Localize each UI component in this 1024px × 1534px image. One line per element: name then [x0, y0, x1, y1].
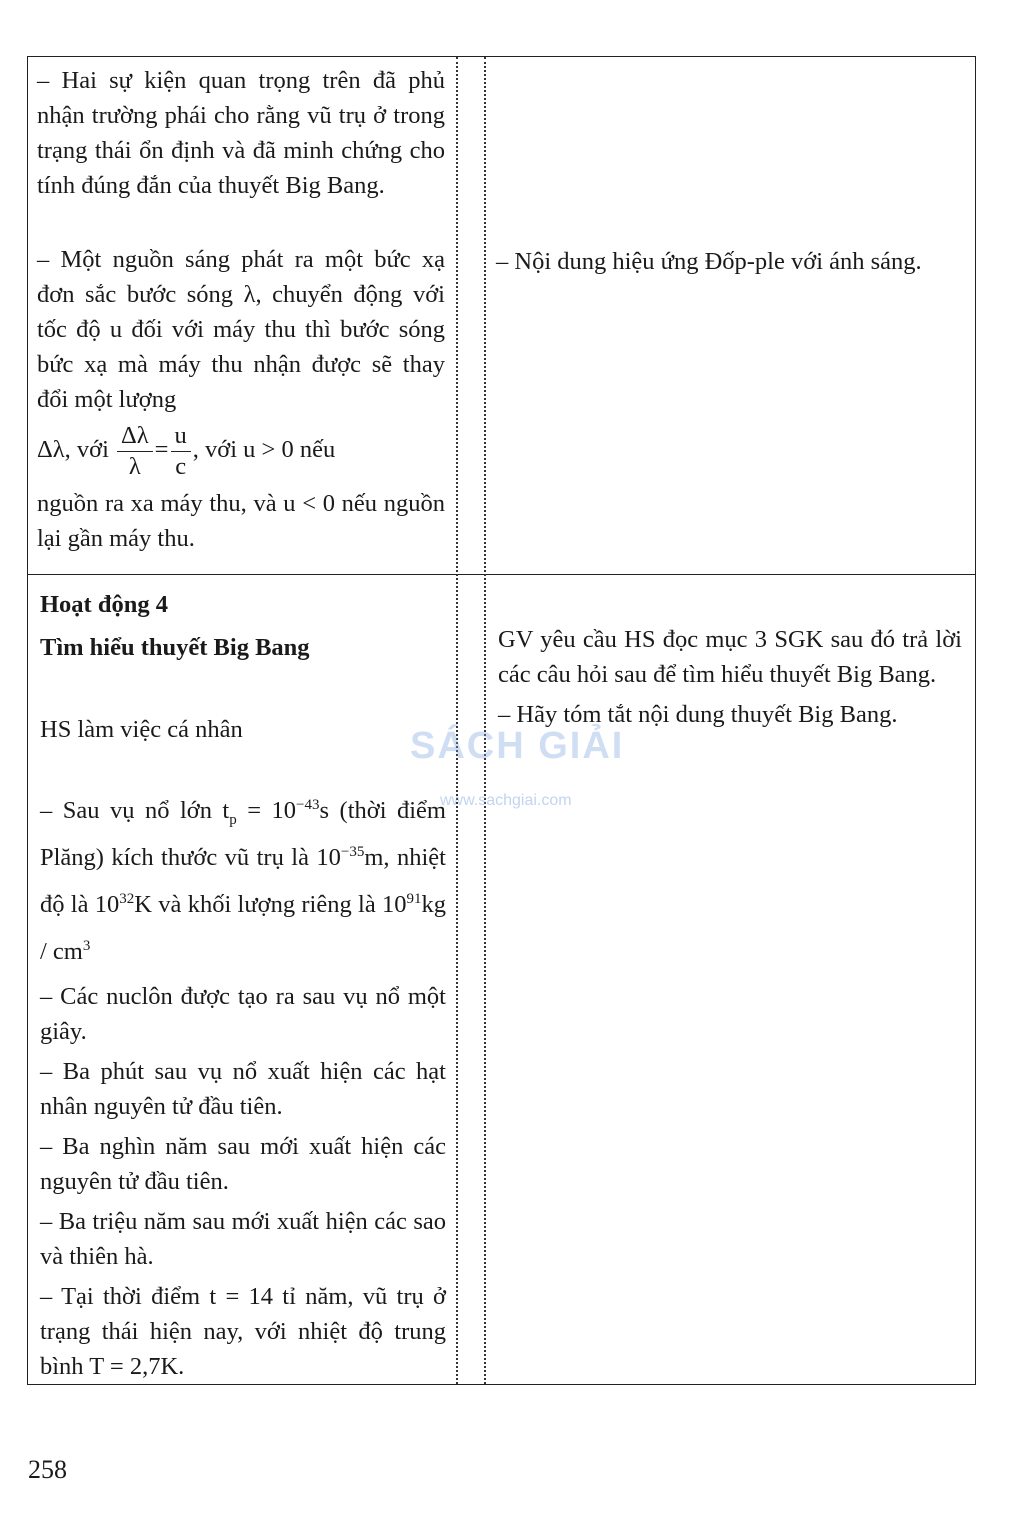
big-bang-evidence-text: – Hai sự kiện quan trọng trên đã phủ nhận trường phái cho rằng vũ trụ ở trong trạng thái ổn định và đã minh chứng cho tính đúng đắn của thuyết Big Bang.: [37, 67, 445, 199]
row3-right-cell: [498, 622, 962, 732]
row3-left-cell: [40, 587, 446, 1384]
big-bang-item-3: – Ba phút sau vụ nổ xuất hiện các hạt nhân nguyên tử đầu tiên.: [40, 1058, 446, 1120]
row2-right-cell: [496, 244, 962, 279]
frac1-numerator: Δλ: [117, 421, 153, 452]
doppler-condition: nguồn ra xa máy thu, và u < 0 nếu nguồn lại gần máy thu.: [37, 490, 445, 552]
formula-suffix: , với u > 0 nếu: [192, 436, 336, 464]
big-bang-item-5: – Ba triệu năm sau mới xuất hiện các sao và thiên hà.: [40, 1208, 446, 1270]
big-bang-item-2: – Các nuclôn được tạo ra sau vụ nổ một giây.: [40, 983, 446, 1045]
column-divider-left: [456, 57, 458, 1384]
frac2-numerator: u: [171, 421, 191, 452]
activity-heading: Hoạt động 4: [40, 591, 168, 618]
formula-prefix: Δλ, với: [37, 436, 109, 464]
watermark-url: www.sachgiai.com: [440, 792, 572, 809]
lesson-table: [27, 56, 976, 1385]
frac2-denominator: c: [175, 453, 187, 480]
summary-question: – Hãy tóm tắt nội dung thuyết Big Bang.: [498, 701, 898, 728]
big-bang-item-6: – Tại thời điểm t = 14 tỉ năm, vũ trụ ở trạng thái hiện nay, với nhiệt độ trung bình T = 2,7K.: [40, 1283, 446, 1380]
doppler-formula-line: [37, 421, 445, 482]
activity-subheading: Tìm hiểu thuyết Big Bang: [40, 634, 310, 661]
work-mode: HS làm việc cá nhân: [40, 716, 243, 743]
doppler-topic: – Nội dung hiệu ứng Đốp-ple với ánh sáng.: [496, 248, 922, 275]
big-bang-item-4: – Ba nghìn năm sau mới xuất hiện các nguyên tử đầu tiên.: [40, 1133, 446, 1195]
row-divider: [28, 574, 975, 575]
equals-sign: =: [154, 436, 169, 464]
big-bang-item-1: – Sau vụ nổ lớn $t_p = 10^{-43}s$ (thời điểm Plăng) kích thước vũ trụ là $10^{-35}m$, nhiệt độ là $10^{32}K$ và khối lượng riêng là $10^{91}kg / cm^3$: [40, 796, 446, 965]
fraction-u-c: [171, 421, 191, 482]
row2-left-cell: [37, 242, 445, 556]
row1-left-cell: [37, 63, 445, 203]
doppler-description: – Một nguồn sáng phát ra một bức xạ đơn sắc bước sóng λ, chuyển động với tốc độ u đối với máy thu thì bước sóng bức xạ mà máy thu nhận được sẽ thay đổi một lượng: [37, 246, 445, 413]
teacher-instruction: GV yêu cầu HS đọc mục 3 SGK sau đó trả lời các câu hỏi sau để tìm hiểu thuyết Big Bang.: [498, 626, 962, 688]
frac1-denominator: λ: [128, 453, 141, 480]
watermark-logo: SÁCH GIẢI: [410, 725, 625, 767]
fraction-delta-lambda: [117, 421, 153, 482]
column-divider-right: [484, 57, 486, 1384]
page-number: 258: [28, 1455, 67, 1484]
